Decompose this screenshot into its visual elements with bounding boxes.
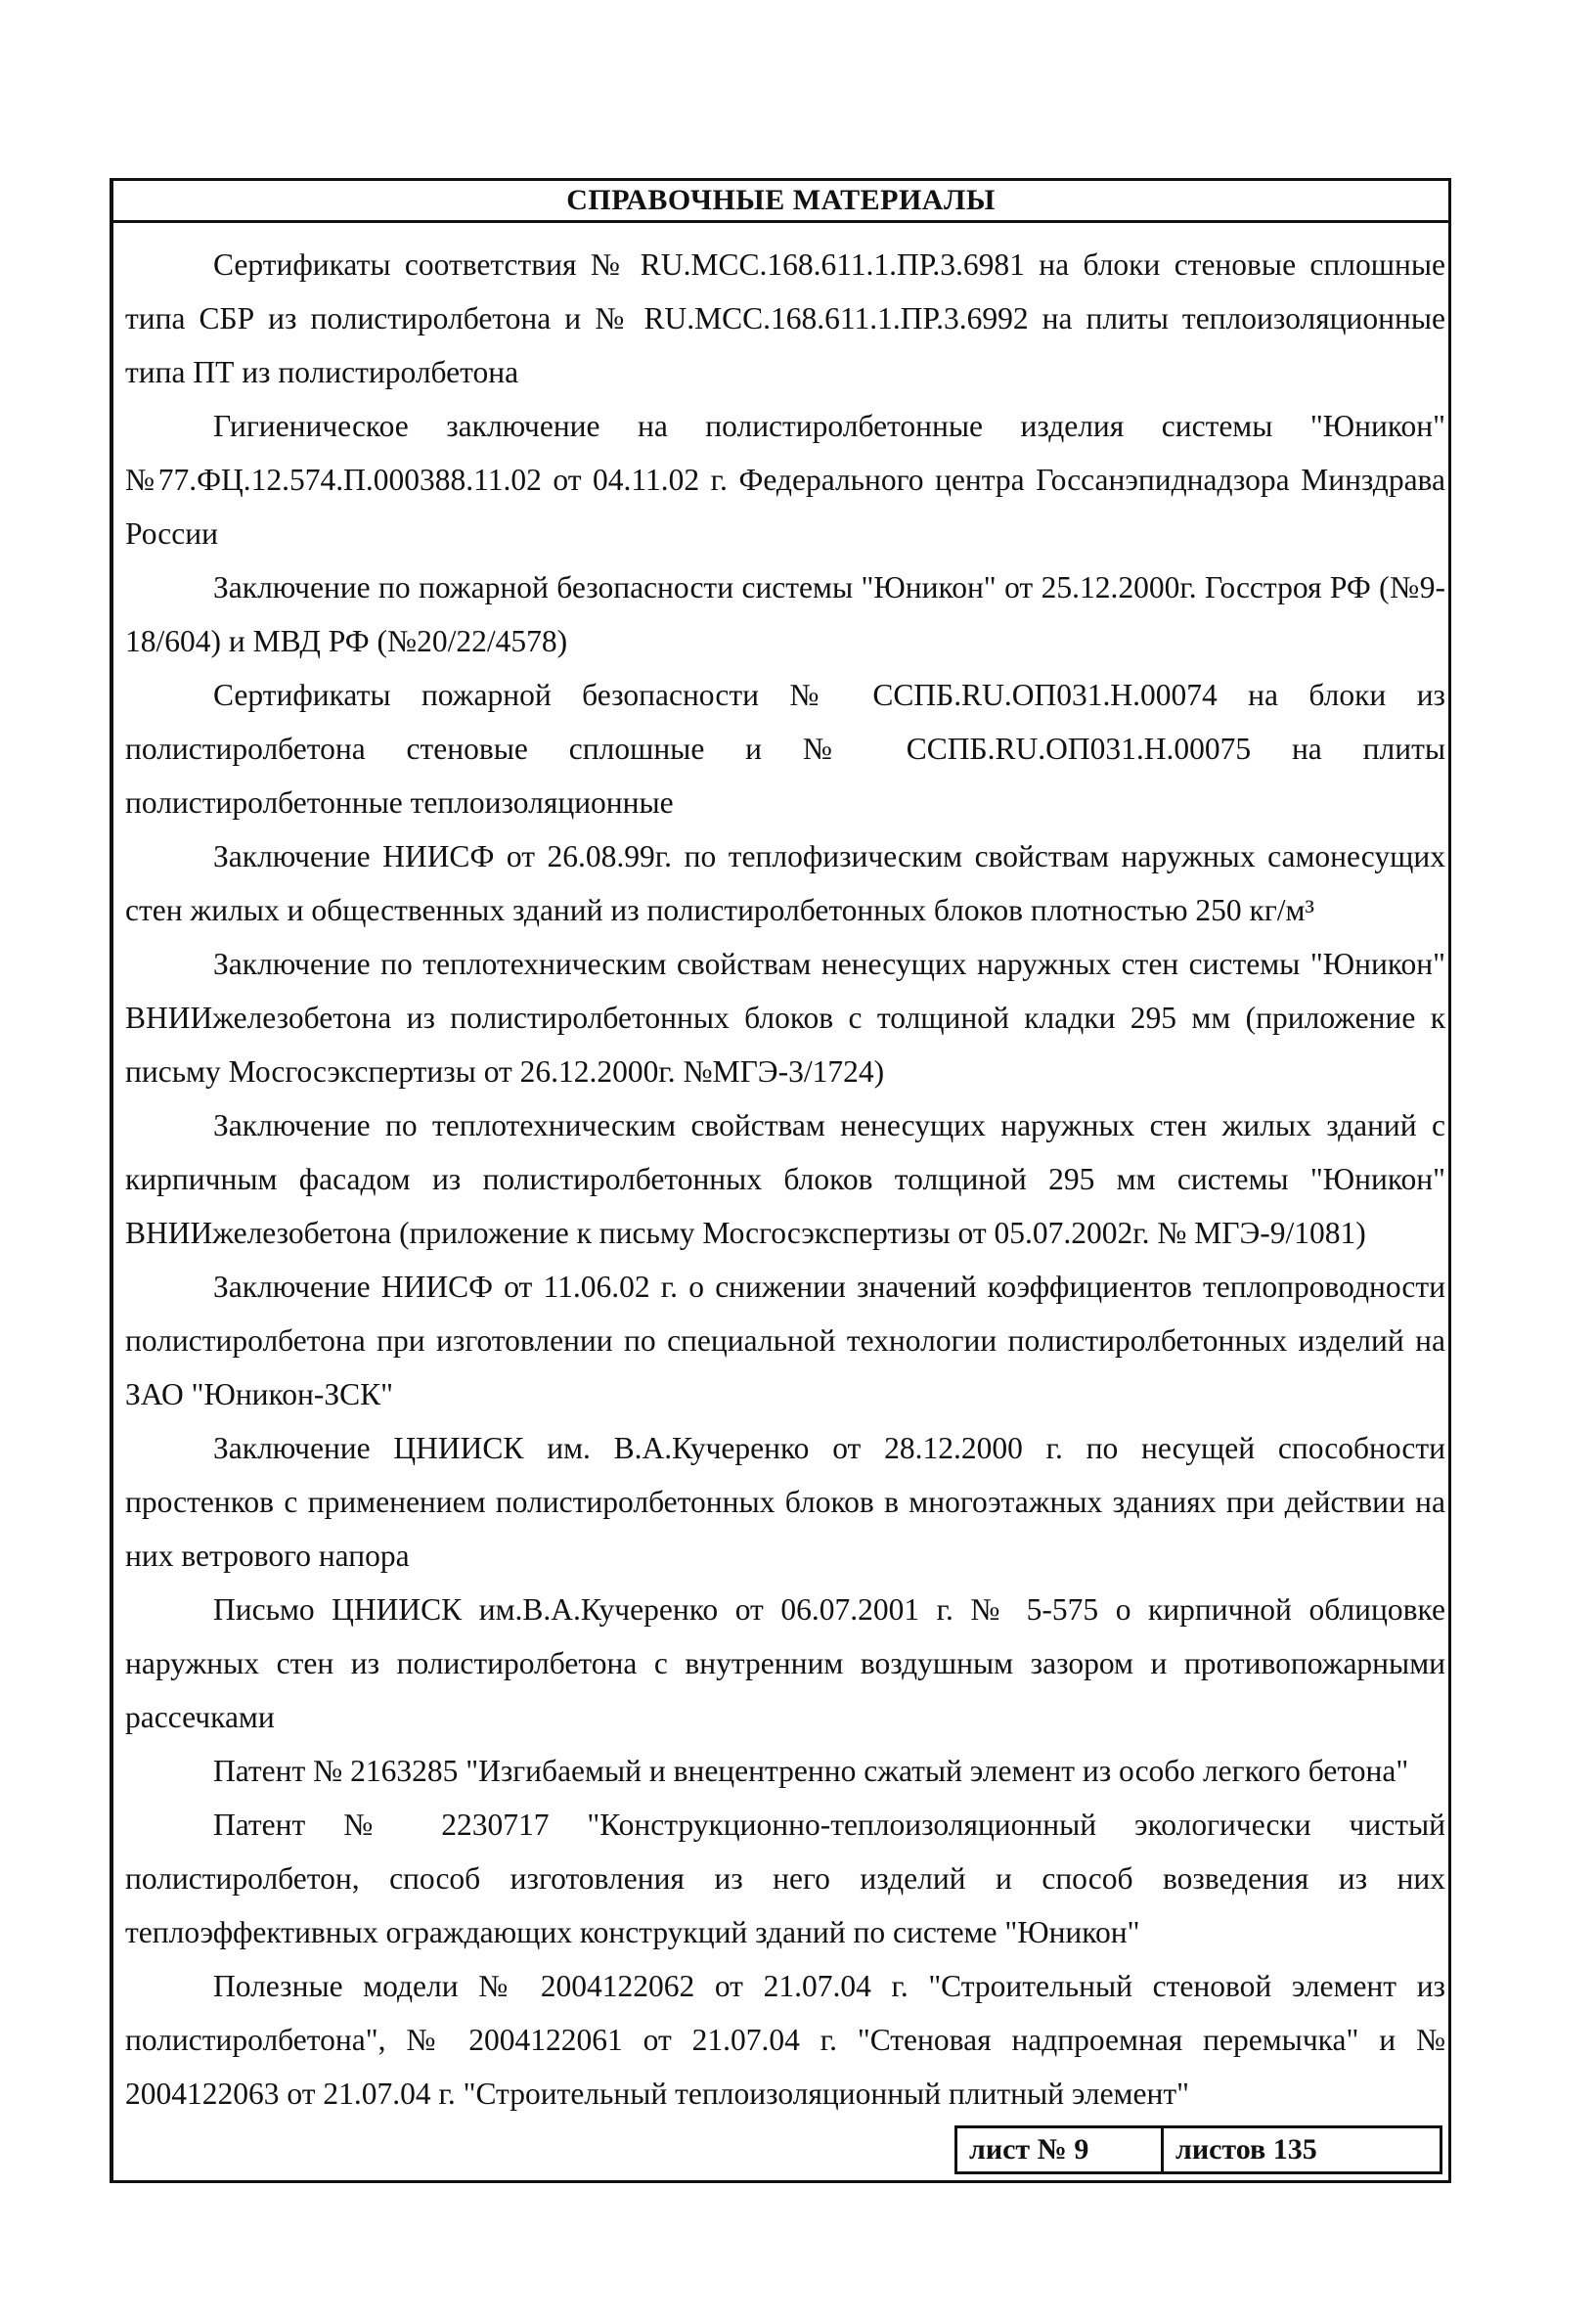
paragraph: Заключение ЦНИИСК им. В.А.Кучеренко от 28.12.2000 г. по несущей способности простенков с применением полистиролбетонных блоков в многоэтажных зданиях при действии на них ветрового напора <box>125 1431 1445 1573</box>
sheet-footer <box>954 2125 1442 2174</box>
sheet-number: лист № 9 <box>954 2125 1164 2174</box>
paragraph: Патент № 2230717 "Конструкционно-теплоизоляционный экологически чистый полистиролбетон, способ изготовления из него изделий и способ возведения из них теплоэффективных ограждающих конструкций зданий по системе "Юникон" <box>125 1808 1445 1949</box>
paragraph: Заключение по теплотехническим свойствам ненесущих наружных стен системы "Юникон" ВНИИжелезобетона из полистиролбетонных блоков с толщиной кладки 295 мм (приложение к письму Мосгосэкспертизы от 26.12.2000г. №МГЭ-3/1724) <box>125 947 1445 1089</box>
paragraph: Гигиеническое заключение на полистиролбетонные изделия системы "Юникон" №77.ФЦ.12.574.П.000388.11.02 от 04.11.02 г. Федерального центра Госсанэпиднадзора Минздрава России <box>125 409 1445 551</box>
paragraph: Сертификаты соответствия № RU.MCC.168.611.1.ПР.3.6981 на блоки стеновые сплошные типа СБР из полистиролбетона и № RU.MCC.168.611.1.ПР.3.6992 на плиты теплоизоляционные типа ПТ из полистиролбетона <box>125 247 1445 389</box>
paragraph: Заключение по пожарной безопасности системы "Юникон" от 25.12.2000г. Госстроя РФ (№9-18/604) и МВД РФ (№20/22/4578) <box>125 570 1445 658</box>
paragraph: Заключение НИИСФ от 11.06.02 г. о снижении значений коэффициентов теплопроводности полистиролбетона при изготовлении по специальной технологии полистиролбетонных изделий на ЗАО "Юникон-ЗСК" <box>125 1270 1445 1411</box>
document-frame <box>110 178 1451 2183</box>
paragraph: Полезные модели № 2004122062 от 21.07.04 г. "Строительный стеновой элемент из полистиролбетона", № 2004122061 от 21.07.04 г. "Стеновая надпроемная перемычка" и № 2004122063 от 21.07.04 г. "Строительный теплоизоляционный плитный элемент" <box>125 1969 1445 2111</box>
paragraph: Заключение по теплотехническим свойствам ненесущих наружных стен жилых зданий с кирпичным фасадом из полистиролбетонных блоков толщиной 295 мм системы "Юникон" ВНИИжелезобетона (приложение к письму Мосгосэкспертизы от 05.07.2002г. № МГЭ-9/1081) <box>125 1108 1445 1250</box>
sheet-total: листов 135 <box>1164 2125 1442 2174</box>
page-title: СПРАВОЧНЫЕ МАТЕРИАЛЫ <box>113 181 1448 223</box>
paragraph: Сертификаты пожарной безопасности № ССПБ.RU.ОП031.Н.00074 на блоки из полистиролбетона стеновые сплошные и № ССПБ.RU.ОП031.Н.00075 на плиты полистиролбетонные теплоизоляционные <box>125 678 1445 820</box>
paragraph: Патент № 2163285 "Изгибаемый и внецентренно сжатый элемент из особо легкого бетона" <box>213 1754 1409 1788</box>
document-body <box>113 238 1451 2121</box>
paragraph: Письмо ЦНИИСК им.В.А.Кучеренко от 06.07.2001 г. № 5-575 о кирпичной облицовке наружных стен из полистиролбетона с внутренним воздушным зазором и противопожарными рассечками <box>125 1592 1445 1734</box>
paragraph: Заключение НИИСФ от 26.08.99г. по теплофизическим свойствам наружных самонесущих стен жилых и общественных зданий из полистиролбетонных блоков плотностью 250 кг/м³ <box>125 839 1445 927</box>
